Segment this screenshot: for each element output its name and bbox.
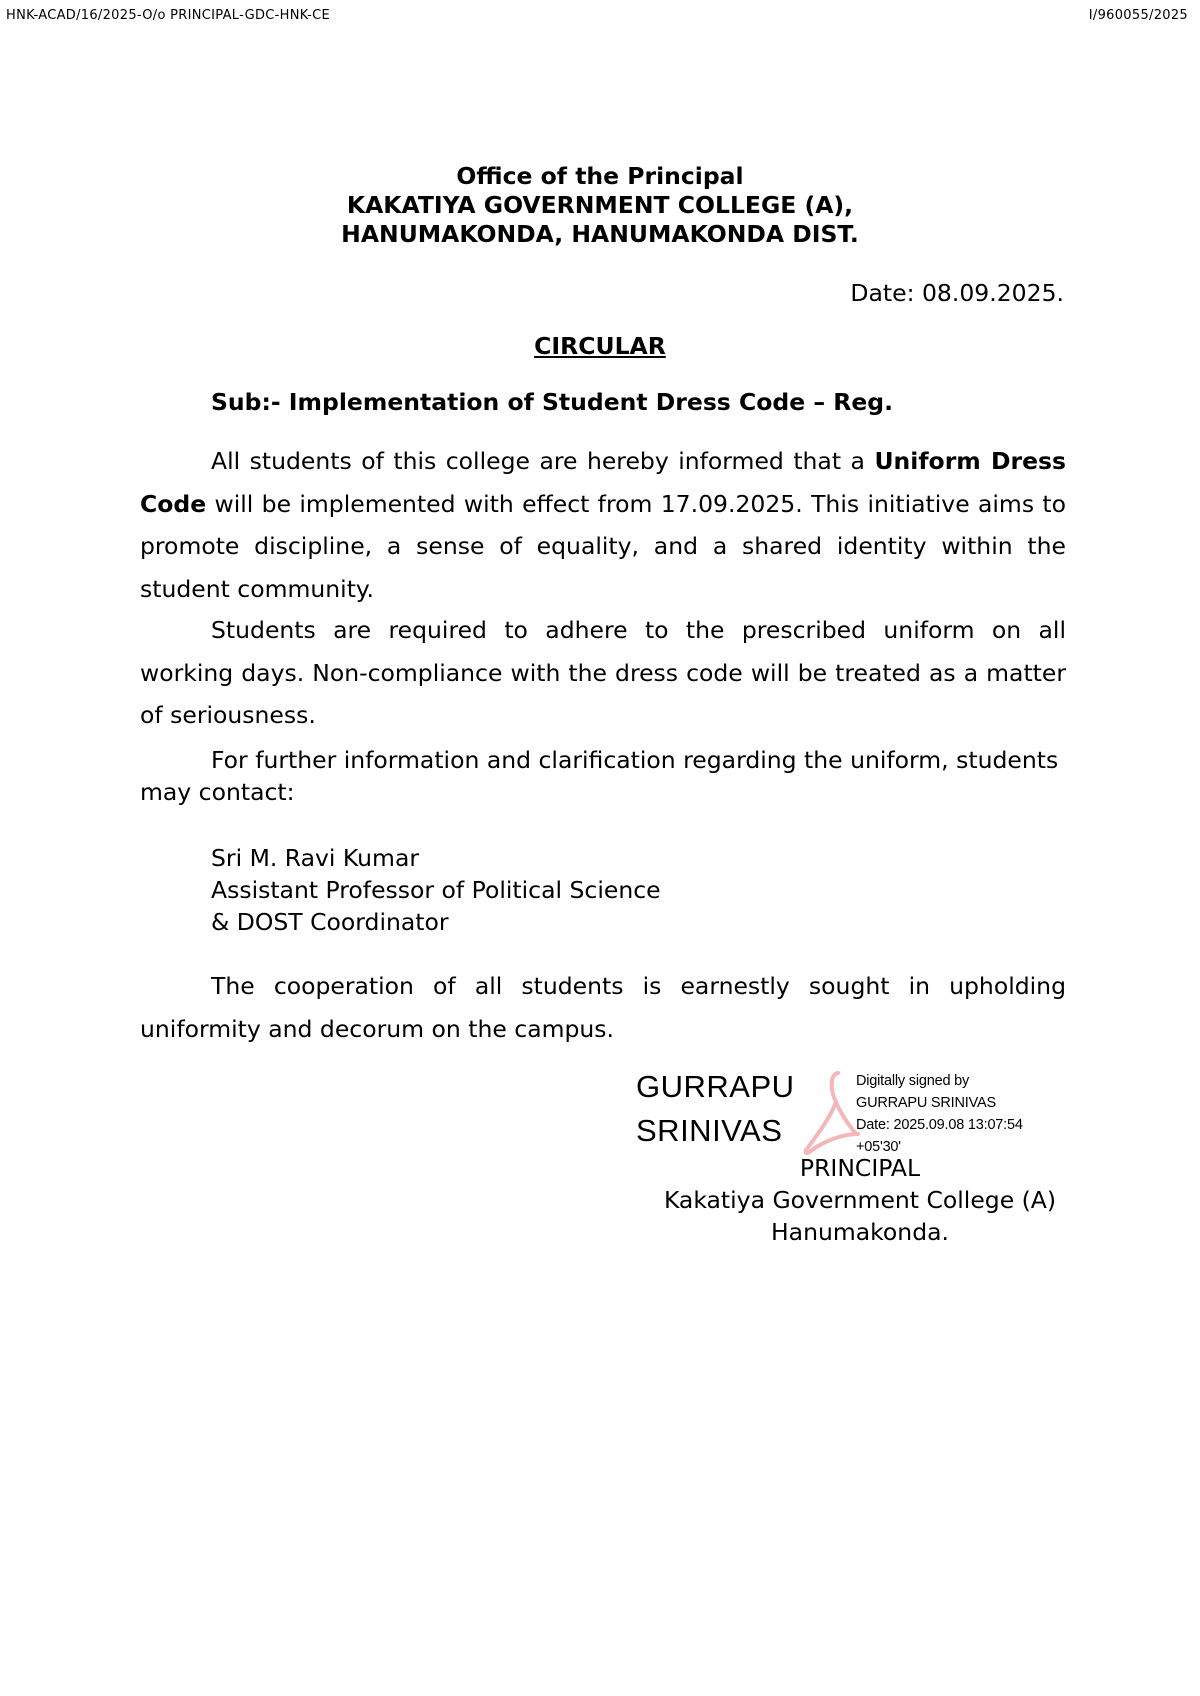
- paragraph-closing: The cooperation of all students is earnestly sought in upholding uniformity and decorum on the campus.: [140, 972, 1066, 1043]
- signatory-second-line: SRINIVAS: [636, 1113, 783, 1148]
- signatory-first-line: GURRAPU: [636, 1069, 795, 1104]
- letterhead: [0, 162, 1200, 249]
- circular-title: CIRCULAR: [534, 332, 666, 360]
- subject-line: Sub:- Implementation of Student Dress Code – Reg.: [211, 388, 894, 416]
- paragraph-announcement: [140, 440, 1066, 610]
- paragraph-contact-intro: For further information and clarification regarding the uniform, students may contact:: [140, 746, 1059, 806]
- signatory-name: [636, 1065, 806, 1165]
- college-location: HANUMAKONDA, HANUMAKONDA DIST.: [341, 220, 859, 248]
- inward-number: I/960055/2025: [1088, 8, 1188, 23]
- digital-signed-by-label: Digitally signed by: [856, 1073, 970, 1089]
- paragraph-requirements: Students are required to adhere to the prescribed uniform on all working days. Non-compliance with the dress code will be treated as a matter of seriousness.: [140, 616, 1066, 729]
- signatory-place: Hanumakonda.: [771, 1218, 949, 1246]
- office-title: Office of the Principal: [456, 162, 744, 190]
- reference-number: HNK-ACAD/16/2025-O/o PRINCIPAL-GDC-HNK-CE: [6, 8, 331, 23]
- paragraph-text: will be implemented with effect from 17.09.2025. This initiative aims to promote discipline, a sense of equality, and a shared identity within the student community.: [140, 489, 1066, 603]
- signatory-college: Kakatiya Government College (A): [663, 1186, 1057, 1214]
- digital-sign-date: Date: 2025.09.08 13:07:54: [856, 1117, 1023, 1133]
- digital-sign-timezone: +05'30': [856, 1139, 901, 1155]
- contact-block: [211, 842, 661, 938]
- signatory-title: PRINCIPAL: [799, 1154, 921, 1182]
- paragraph-text: All students of this college are hereby informed that a: [211, 447, 875, 475]
- contact-designation: Assistant Professor of Political Science: [211, 876, 661, 904]
- circular-date: Date: 08.09.2025.: [850, 279, 1064, 307]
- signatory-block: [640, 1152, 1080, 1248]
- contact-name: Sri M. Ravi Kumar: [211, 844, 420, 872]
- college-name: KAKATIYA GOVERNMENT COLLEGE (A),: [346, 191, 854, 219]
- digital-signature-details: [856, 1070, 1023, 1158]
- contact-role: & DOST Coordinator: [211, 908, 449, 936]
- uniform-dress-code-emphasis: Uniform Dress Code: [140, 447, 1066, 518]
- digital-signer-name: GURRAPU SRINIVAS: [856, 1095, 996, 1111]
- digital-signature-seal-icon: [800, 1068, 860, 1158]
